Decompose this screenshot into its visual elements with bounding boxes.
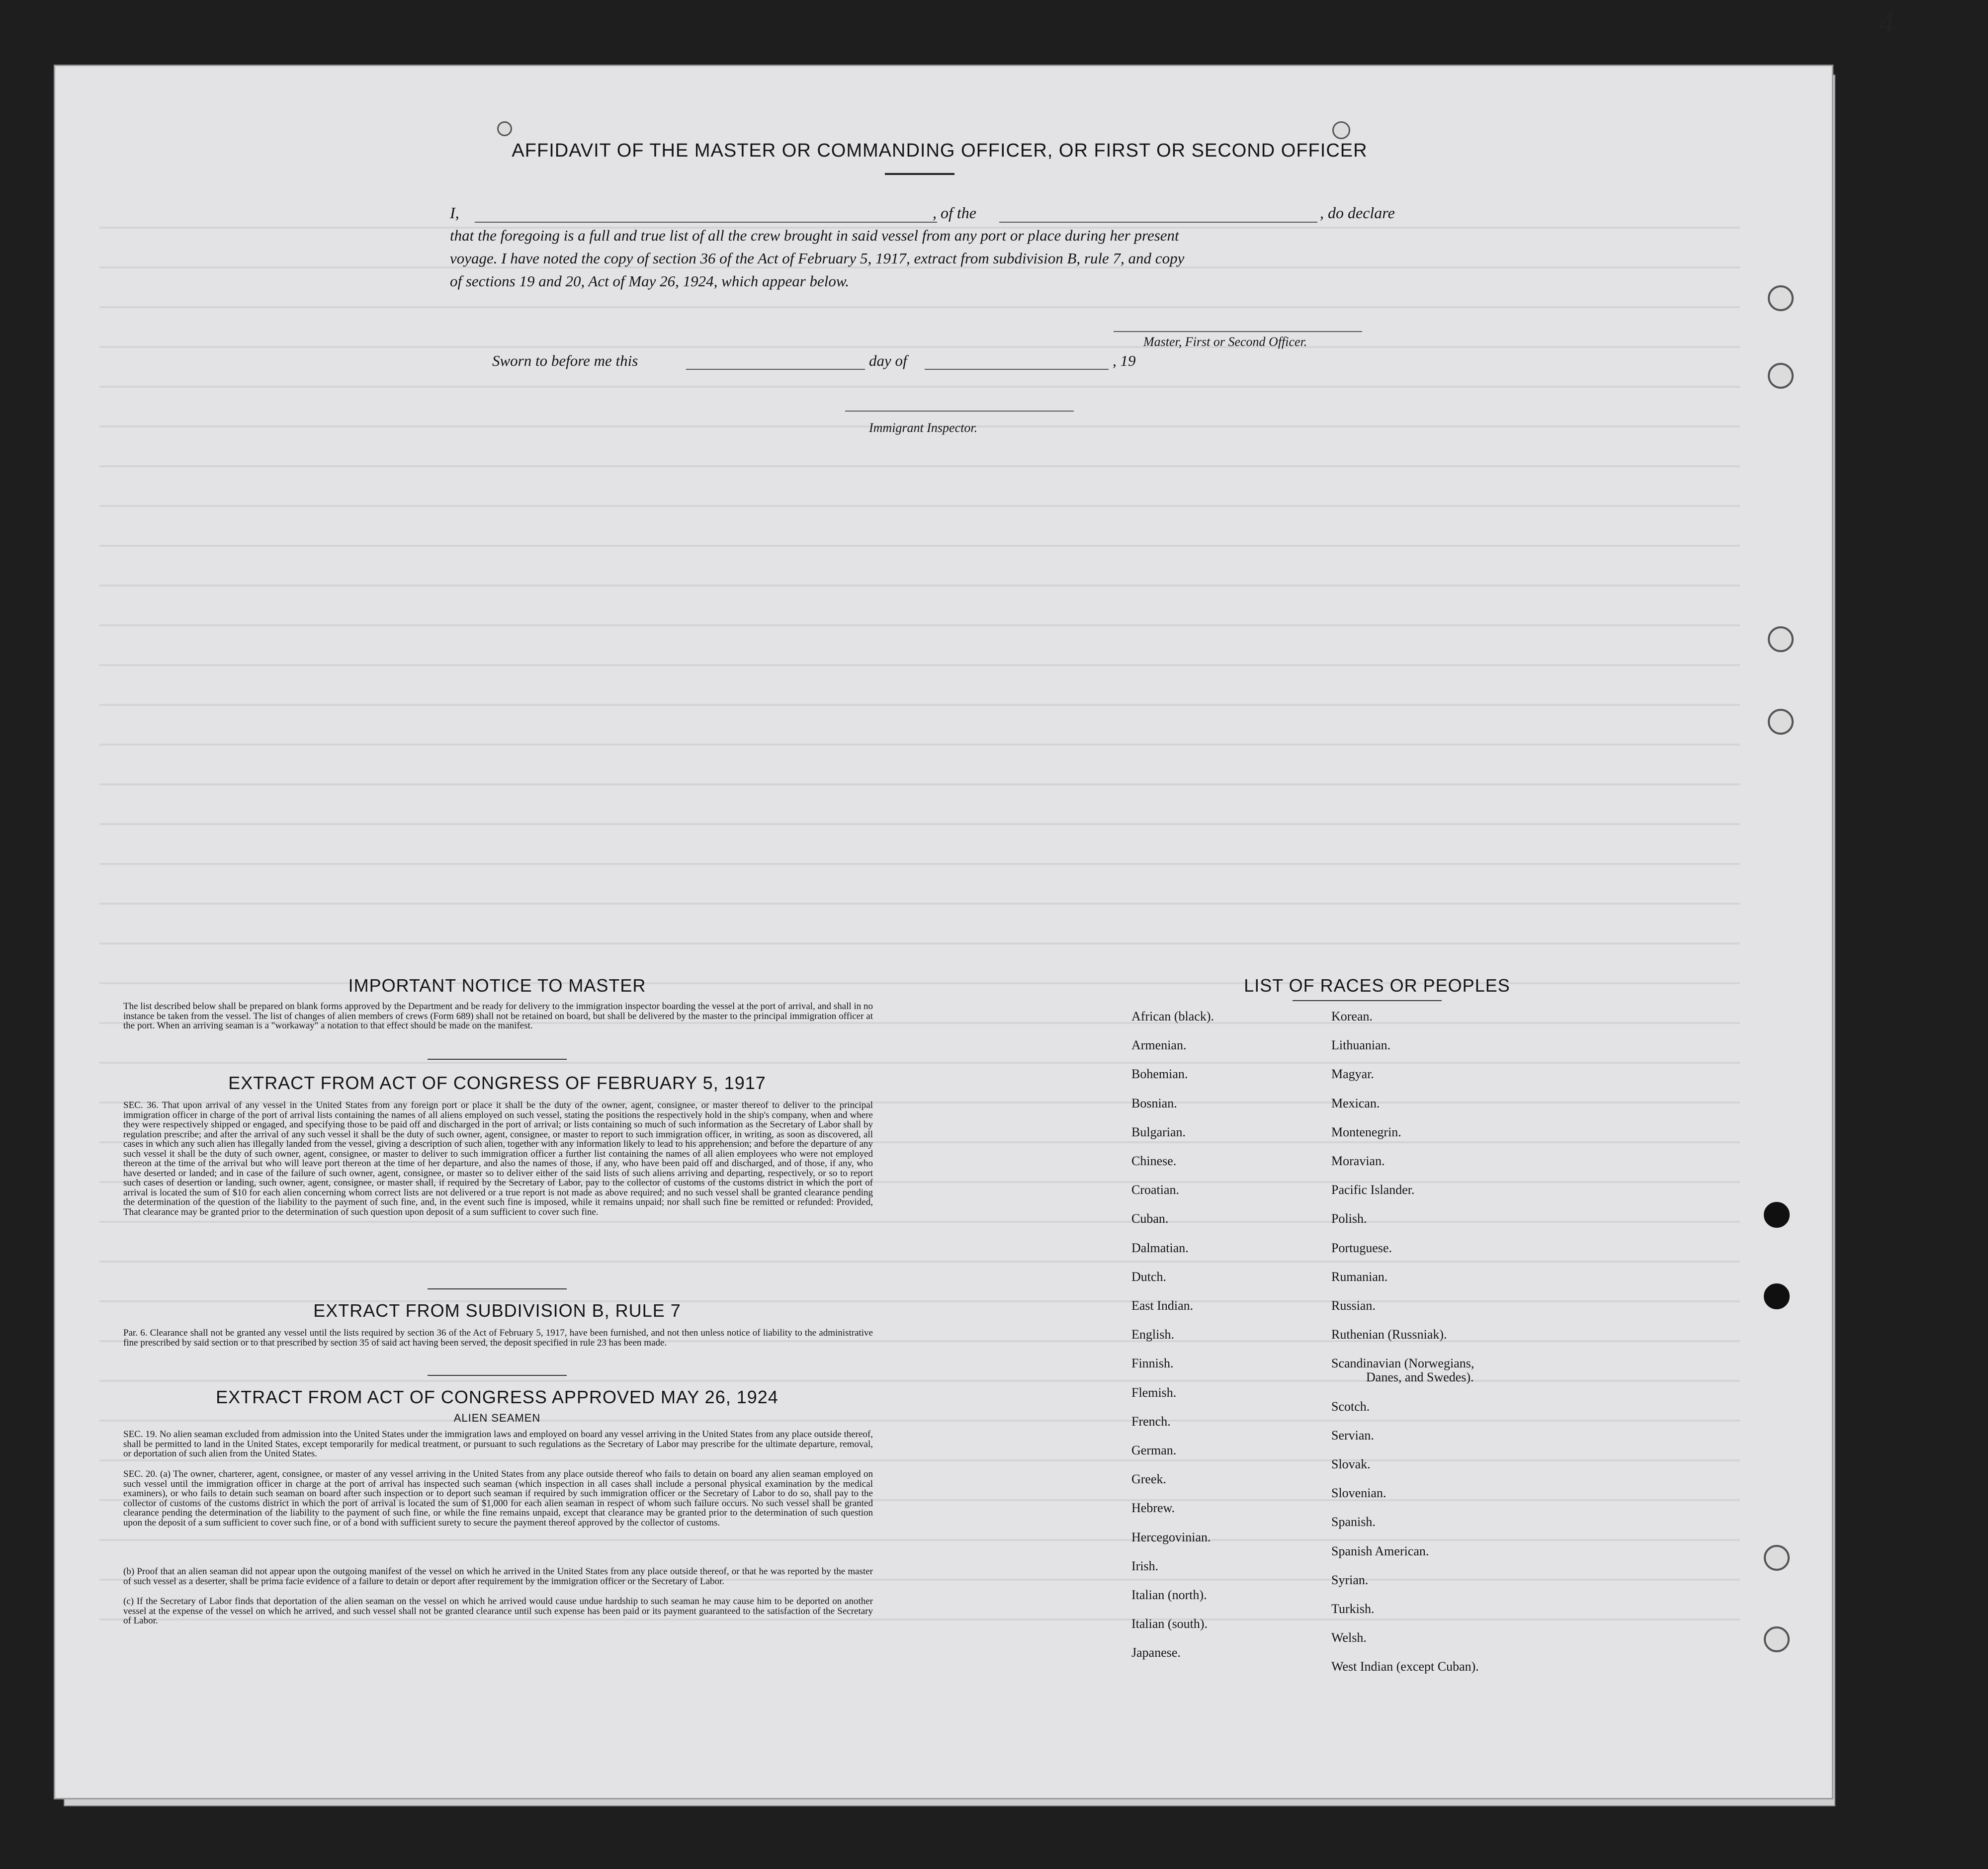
race-item: East Indian. [1131, 1298, 1194, 1313]
sworn-label: Sworn to before me this [492, 352, 638, 369]
affidavit-line1-of: , of the [933, 204, 976, 222]
race-item: Turkish. [1331, 1602, 1375, 1616]
race-item: Spanish. [1331, 1515, 1376, 1529]
race-item: Bohemian. [1131, 1067, 1188, 1082]
race-item: Pacific Islander. [1331, 1183, 1415, 1197]
binder-hole [1764, 1545, 1790, 1571]
race-item: Servian. [1331, 1428, 1374, 1443]
master-signature-label: Master, First or Second Officer. [1143, 335, 1307, 349]
race-item: Bosnian. [1131, 1096, 1177, 1110]
race-item: Magyar. [1331, 1067, 1374, 1082]
race-item: Italian (north). [1131, 1588, 1207, 1602]
race-item: Cuban. [1131, 1211, 1169, 1226]
race-item: Dutch. [1131, 1269, 1167, 1284]
races-title-rule [1293, 1000, 1442, 1001]
race-item: Danes, and Swedes). [1366, 1370, 1474, 1385]
notice-rule [428, 1059, 567, 1060]
inspector-label: Immigrant Inspector. [869, 421, 978, 435]
race-item: Chinese. [1131, 1154, 1177, 1168]
notice-title: IMPORTANT NOTICE TO MASTER [348, 975, 646, 996]
sworn-day-blank [686, 369, 865, 370]
day-of-label: day of [869, 352, 907, 369]
extract-1924-sec19: SEC. 19. No alien seaman excluded from admission into the United States under the immigration laws and employed on board any vessel arriving in the United States from any place outside thereof, shall be permitted to land in the United States, except temporarily for medical treatment, or pursuant to such regulations as the Secretary of Labor may prescribe for the ultimate departure, removal, or deportation of such alien from the United States. [123, 1429, 873, 1459]
race-item: Moravian. [1331, 1154, 1385, 1168]
extract-1924-sec20c: (c) If the Secretary of Labor finds that deportation of the alien seaman on the vessel on which he arrived would cause undue hardship to such seaman he may cause him to be deported on another vessel at the expense of the vessel on which he arrived, and such vessel shall not be granted clearance until such expense has been paid or its payment guaranteed to the satisfaction of the Secretary of Labor. [123, 1596, 873, 1626]
race-item: Polish. [1331, 1211, 1367, 1226]
race-item: Bulgarian. [1131, 1124, 1186, 1139]
race-item: Scotch. [1331, 1399, 1370, 1414]
race-item: Dalmatian. [1131, 1240, 1189, 1255]
extract-1917-rule [428, 1288, 567, 1289]
binder-hole-dark [1764, 1202, 1790, 1228]
race-item: Hercegovinian. [1131, 1529, 1211, 1544]
affidavit-title-rule [885, 173, 954, 175]
affidavit-line3: voyage. I have noted the copy of section 36 of the Act of February 5, 1917, extract from subdivision B, rule 7, and copy [450, 250, 1185, 267]
race-item: Scandinavian (Norwegians, [1331, 1356, 1474, 1371]
extract-1924-sec20a: SEC. 20. (a) The owner, charterer, agent, consignee, or master of any vessel arriving in the United States from any place outside thereof who fails to detain on board any alien seaman employed on such vessel until the immigration officer in charge at the port of arrival has inspected such seaman (which inspection in all cases shall include a personal physical examination by the medical examiners), or who fails to detain such seaman on board after such inspection or to deport such seaman if required by such immigration officer or the Secretary of Labor to do so, shall pay to the collector of customs of the customs district in which the port of arrival is located the sum of $1,000 for each alien seaman in respect of whom such failure occurs. No such vessel shall be granted clearance pending the determination of the liability to the payment of such fine, or while the fine remains unpaid, except that clearance may be granted prior to the determination of such question upon the deposit of a sum sufficient to cover such fine, or of a bond with sufficient surety to secure the payment thereof approved by the collector of customs. [123, 1469, 873, 1528]
races-right-column [1331, 1009, 1679, 1675]
affidavit-line2: that the foregoing is a full and true list of all the crew brought in said vessel from any port or place during her present [450, 227, 1179, 244]
extract-1924-title: EXTRACT FROM ACT OF CONGRESS APPROVED MAY 26, 1924 [216, 1387, 778, 1407]
race-item: African (black). [1131, 1009, 1214, 1023]
race-item: Japanese. [1131, 1645, 1181, 1660]
race-item: Slovenian. [1331, 1486, 1386, 1501]
race-item: Italian (south). [1131, 1616, 1208, 1631]
affidavit-line1-i: I, [450, 204, 459, 222]
name-blank [475, 222, 937, 223]
extract-rule7-rule [428, 1375, 567, 1376]
race-item: Armenian. [1131, 1038, 1187, 1053]
notice-text: The list described below shall be prepared on blank forms approved by the Department and be ready for delivery to the immigration inspector boarding the vessel at the port of arrival, and shall in no instance be taken from the vessel. The list of changes of alien members of crews (Form 689) shall not be retained on board, but shall be delivered by the master to the principal immigration officer at the port. When an arriving seaman is a "workaway" a notation to that effect should be made on the manifest. [123, 1001, 873, 1031]
race-item: Ruthenian (Russniak). [1331, 1327, 1447, 1342]
inspector-signature-line [845, 411, 1074, 412]
race-item: Flemish. [1131, 1385, 1177, 1400]
binder-hole [1768, 709, 1794, 735]
extract-1917-text: SEC. 36. That upon arrival of any vessel in the United States from any foreign port or place it shall be the duty of the owner, agent, consignee, or master thereof to deliver to the principal immigration officer in charge of the port of arrival lists containing the names of all aliens employed on such vessel, stating the positions the respectively hold in the ship's company, when and where they were respectively shipped or engaged, and specifying those to be paid off and discharged in the port of arrival; or lists containing so much of such information as the Secretary of Labor shall by regulation prescribe; and after the arrival of any such vessel it shall be the duty of such owner, agent, consignee, or master to report to such immigration officer, in writing, as soon as discovered, all cases in which any such alien has illegally landed from the vessel, giving a description of such alien, together with any information likely to lead to his apprehension; and before the departure of any such vessel it shall be the duty of such owner, agent, consignee, or master to deliver to such immigration officer a further list containing the names of all alien employees who were not employed thereon at the time of the arrival but who will leave port thereon at the time of her departure, and also the names of those, if any, who have been paid off and discharged, and of those, if any, who have deserted or landed; and in case of the failure of such owner, agent, consignee, or master so to deliver either of the said lists of such aliens arriving and departing, respectively, or so to report such cases of desertion or landing, such owner, agent, consignee, or master shall, if required by the Secretary of Labor, pay to the collector of customs of the customs district in which the port of arrival is located the sum of $10 for each alien concerning whom correct lists are not delivered or a true report is not made as above required; and no such vessel shall be granted clearance pending the determination of the question of the liability to the payment of such fine, and, in the event such fine is imposed, while it remains unpaid; nor shall such fine be remitted or refunded: Provided, That clearance may be granted prior to the determination of such question upon deposit of a sum sufficient to cover such fine. [123, 1100, 873, 1217]
race-item: Spanish American. [1331, 1543, 1429, 1558]
binder-hole [1768, 626, 1794, 652]
binder-hole [1764, 1626, 1790, 1652]
month-blank [925, 369, 1109, 370]
race-item: Croatian. [1131, 1183, 1180, 1197]
year-label: , 19 [1113, 352, 1136, 369]
race-item: West Indian (except Cuban). [1331, 1659, 1479, 1674]
race-item: Montenegrin. [1331, 1124, 1401, 1139]
master-signature-line [1114, 331, 1362, 332]
extract-1924-sec20b: (b) Proof that an alien seaman did not appear upon the outgoing manifest of the vessel on which he arrived in the United States from any place outside thereof, or that he was reported by the master of such vessel as a deserter, shall be prima facie evidence of a failure to detain or deport after requirement by the immigration officer or the Secretary of Labor. [123, 1566, 873, 1587]
extract-1924-subtitle: ALIEN SEAMEN [453, 1412, 541, 1424]
binder-hole [1768, 285, 1794, 311]
race-item: Rumanian. [1331, 1269, 1388, 1284]
race-item: Hebrew. [1131, 1501, 1175, 1516]
race-item: Korean. [1331, 1009, 1373, 1023]
extract-rule7-title: EXTRACT FROM SUBDIVISION B, RULE 7 [313, 1300, 681, 1321]
affidavit-line4: of sections 19 and 20, Act of May 26, 1924, which appear below. [450, 272, 850, 290]
race-item: Syrian. [1331, 1572, 1369, 1587]
race-item: English. [1131, 1327, 1174, 1342]
race-item: Lithuanian. [1331, 1038, 1391, 1053]
extract-rule7-text: Par. 6. Clearance shall not be granted any vessel until the lists required by section 36 of the Act of February 5, 1917, have been furnished, and not then unless notice of liability to the administrative fine prescribed by said section or to that prescribed by section 35 of said act having been served, the deposit specified in rule 23 has been made. [123, 1328, 873, 1348]
race-item: Irish. [1131, 1558, 1159, 1573]
punch-mark [497, 121, 512, 136]
affidavit-line1-declare: , do declare [1320, 204, 1395, 222]
extract-1917-title: EXTRACT FROM ACT OF CONGRESS OF FEBRUARY 5, 1917 [228, 1073, 766, 1093]
binder-hole [1768, 363, 1794, 389]
race-item: Portuguese. [1331, 1240, 1392, 1255]
race-item: Mexican. [1331, 1096, 1380, 1110]
binder-hole-dark [1764, 1283, 1790, 1309]
punch-mark [1332, 121, 1350, 139]
race-item: Greek. [1131, 1472, 1167, 1487]
race-item: Slovak. [1331, 1457, 1371, 1471]
races-title: LIST OF RACES OR PEOPLES [1244, 975, 1510, 996]
race-item: Welsh. [1331, 1630, 1367, 1645]
vessel-blank [999, 222, 1317, 223]
page-number-mark: 4 [1879, 6, 1894, 39]
race-item: German. [1131, 1443, 1177, 1457]
race-item: Finnish. [1131, 1356, 1174, 1371]
race-item: French. [1131, 1414, 1171, 1429]
race-item: Russian. [1331, 1298, 1376, 1313]
affidavit-title: AFFIDAVIT OF THE MASTER OR COMMANDING OFFICER, OR FIRST OR SECOND OFFICER [512, 140, 1368, 161]
